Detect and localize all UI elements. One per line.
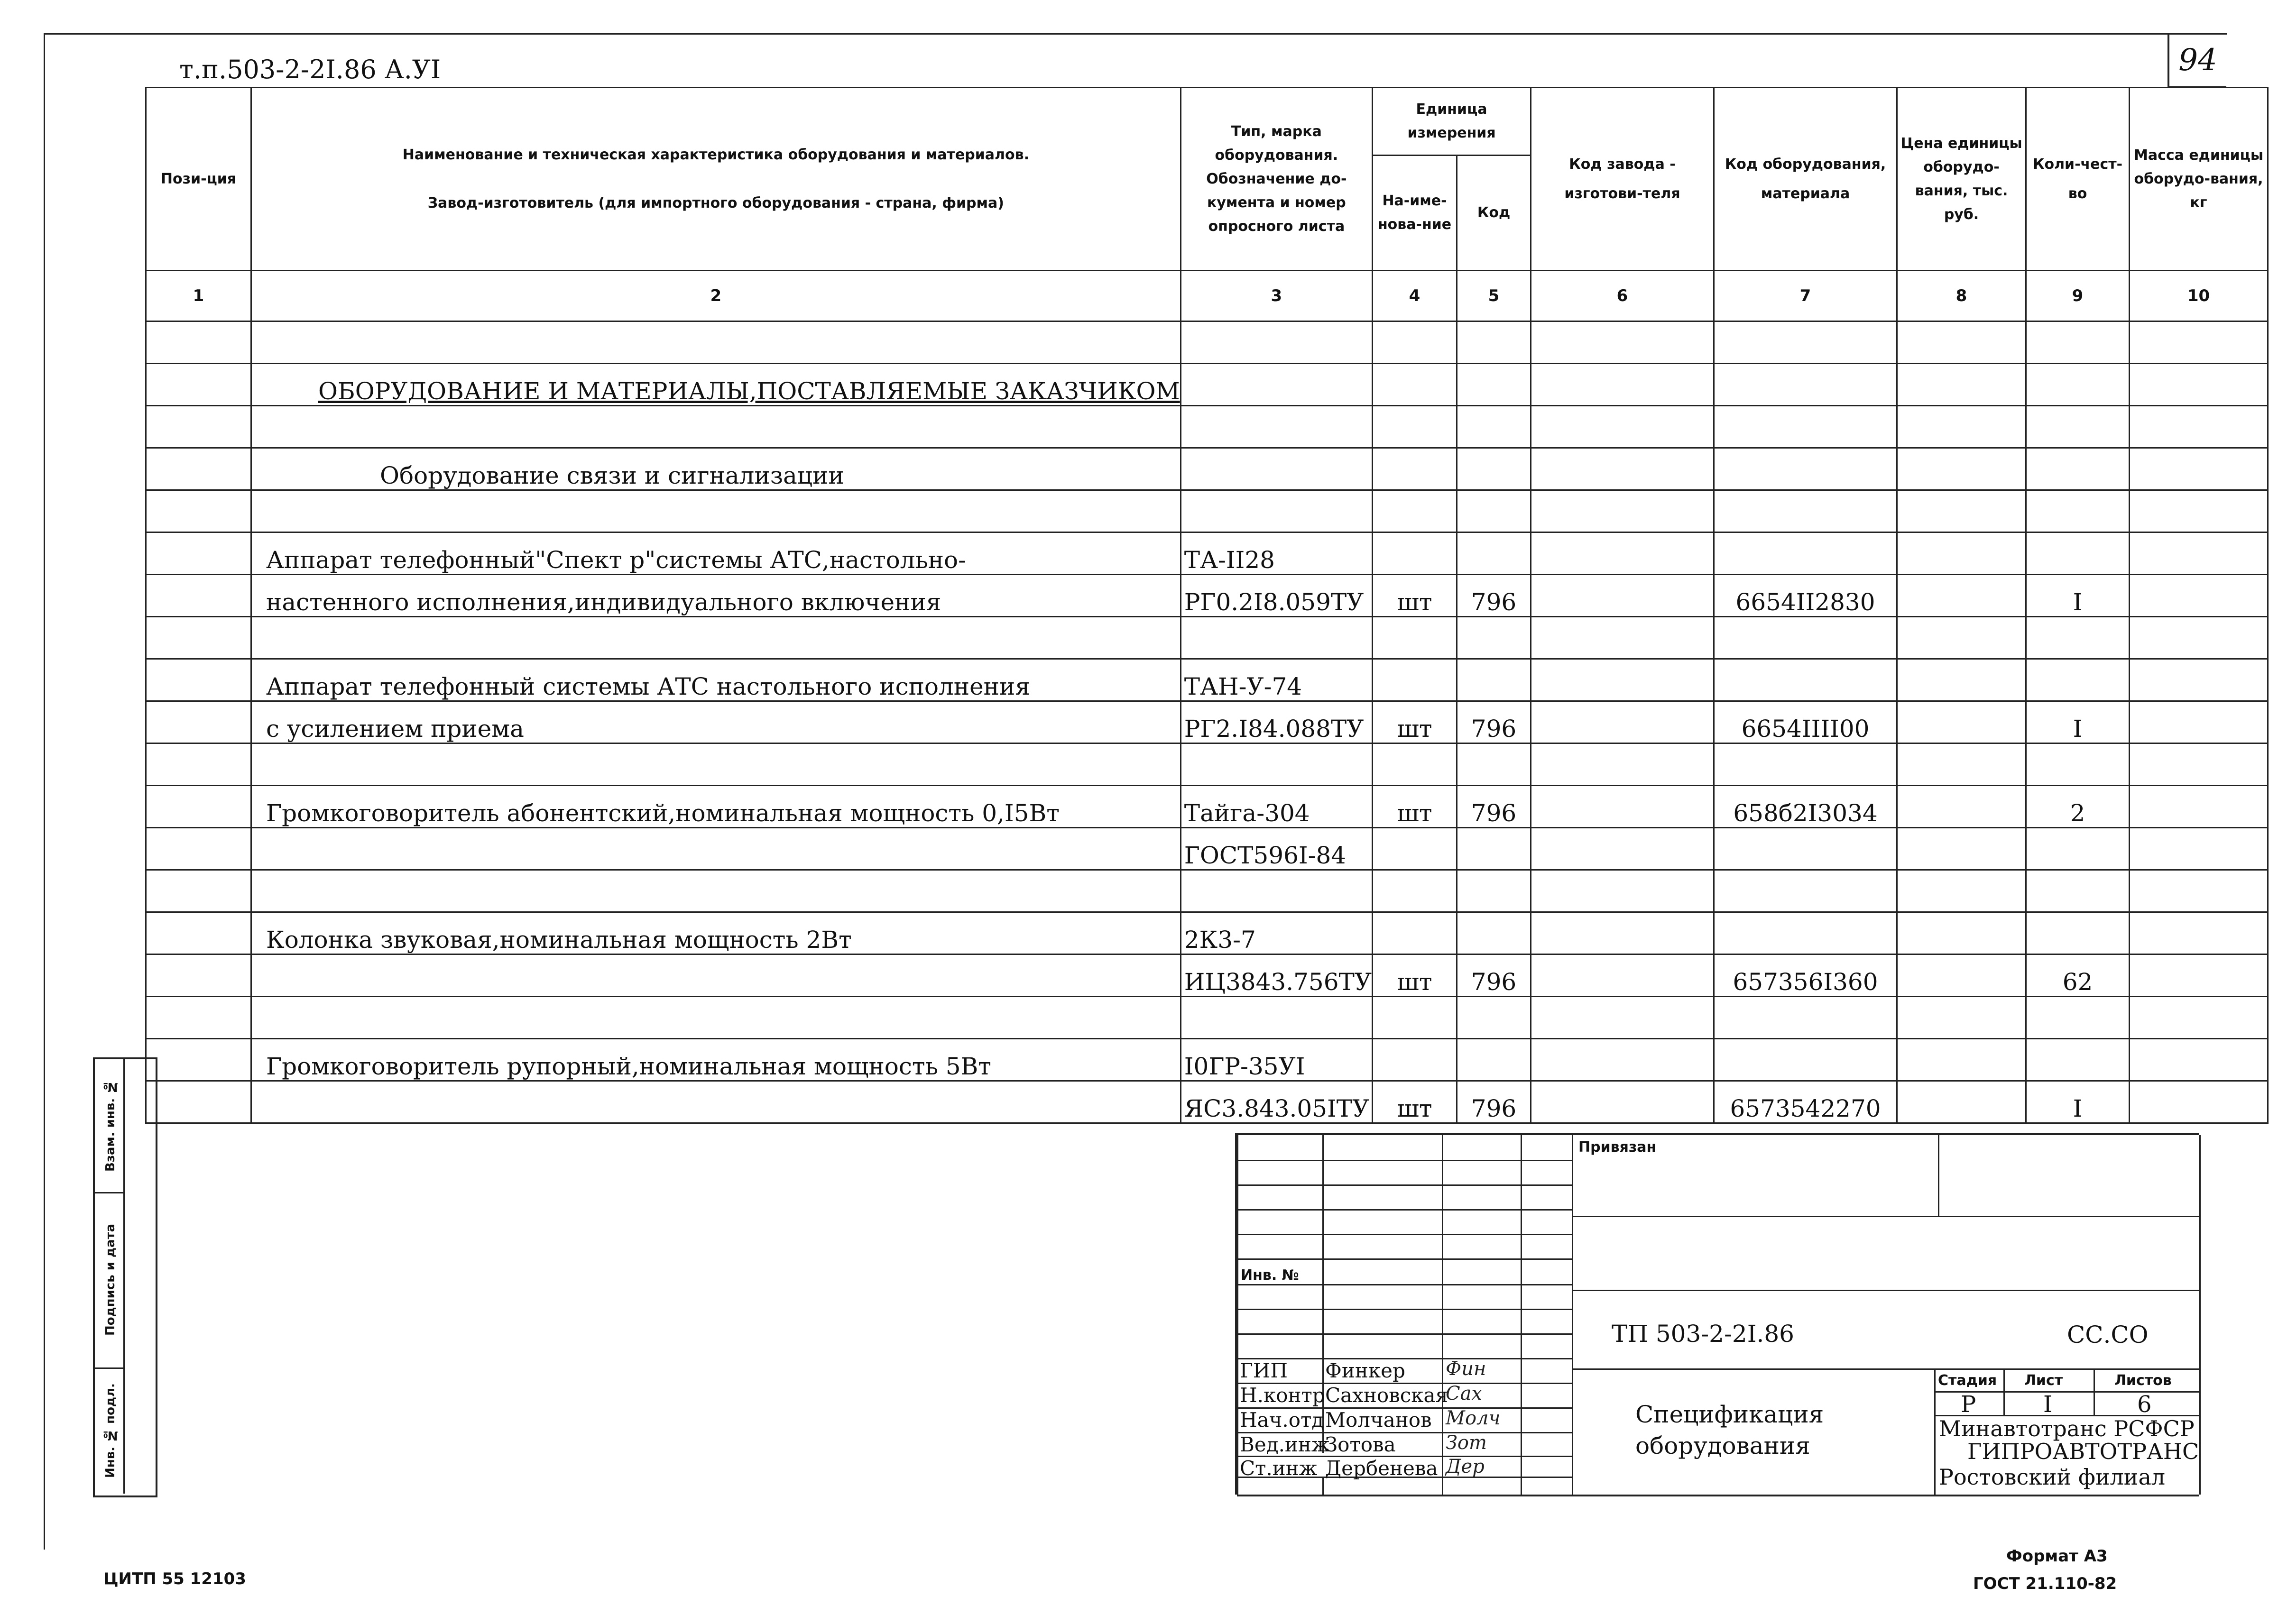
cell-qty: I — [2026, 701, 2130, 743]
cell-type — [1181, 406, 1372, 448]
cell-price — [1897, 743, 2026, 786]
cell-name — [251, 321, 1181, 364]
cell-pos — [146, 406, 251, 448]
cell-name: настенного исполнения,индивидуального включения — [251, 575, 1181, 617]
header-mass: Масса единицы оборудо-вания, кг — [2130, 88, 2268, 271]
cell-type: ИЦ3843.756ТУ — [1181, 954, 1372, 997]
cell-unit — [1373, 406, 1457, 448]
table-row — [146, 912, 2268, 954]
cell-factory — [1531, 532, 1714, 575]
cell-type — [1181, 364, 1372, 406]
cell-factory — [1531, 321, 1714, 364]
table-row — [146, 364, 2268, 406]
table-body — [146, 321, 2268, 1123]
header-name-line1: Наименование и техническая характеристика оборудования и материалов. — [402, 146, 1029, 163]
cell-price — [1897, 828, 2026, 870]
cell-price — [1897, 532, 2026, 575]
cell-qty: 2 — [2026, 786, 2130, 828]
table-row — [146, 701, 2268, 743]
cell-unit — [1373, 912, 1457, 954]
cell-name — [251, 743, 1181, 786]
column-number: 4 — [1373, 271, 1457, 321]
cell-qty — [2026, 659, 2130, 701]
tb-bound-label: Привязан — [1578, 1139, 1657, 1156]
column-number: 9 — [2026, 271, 2130, 321]
table-row — [146, 1081, 2268, 1123]
staff-signature: Дер — [1446, 1456, 1485, 1477]
tb-doc-mark: СС.СО — [2067, 1321, 2149, 1349]
cell-code: 796 — [1457, 701, 1531, 743]
cell-pos — [146, 364, 251, 406]
stamp-orig-inv: Инв. № подл. — [103, 1383, 118, 1478]
header-equip-code: Код оборудования, материала — [1714, 88, 1897, 271]
cell-mass — [2130, 575, 2268, 617]
stamp-sign-date: Подпись и дата — [103, 1223, 118, 1336]
cell-type: Тайга-304 — [1181, 786, 1372, 828]
cell-type: РГ2.I84.088ТУ — [1181, 701, 1372, 743]
cell-factory — [1531, 828, 1714, 870]
cell-pos — [146, 954, 251, 997]
table-row — [146, 490, 2268, 532]
tb-org-line1: Минавтотранс РСФСР — [1939, 1416, 2195, 1441]
tb-org-line3: Ростовский филиал — [1939, 1464, 2166, 1490]
cell-pos — [146, 997, 251, 1039]
staff-name: Сахновская — [1325, 1384, 1448, 1407]
cell-factory — [1531, 701, 1714, 743]
cell-price — [1897, 490, 2026, 532]
left-stamp — [93, 1057, 157, 1497]
cell-mass — [2130, 701, 2268, 743]
cell-name: Аппарат телефонный"Спект р"системы АТС,настольно- — [251, 532, 1181, 575]
cell-code — [1457, 321, 1531, 364]
cell-factory — [1531, 490, 1714, 532]
cell-price — [1897, 448, 2026, 490]
cell-name: с усилением приема — [251, 701, 1181, 743]
cell-qty — [2026, 828, 2130, 870]
cell-pos — [146, 701, 251, 743]
staff-name: Зотова — [1325, 1433, 1396, 1456]
cell-factory — [1531, 997, 1714, 1039]
cell-price — [1897, 1081, 2026, 1123]
cell-qty: 62 — [2026, 954, 2130, 997]
cell-equip-code — [1714, 828, 1897, 870]
cell-type — [1181, 870, 1372, 912]
cell-type: ГОСТ596I-84 — [1181, 828, 1372, 870]
staff-signature: Молч — [1446, 1407, 1501, 1429]
column-number: 3 — [1181, 271, 1372, 321]
footer-gost: ГОСТ 21.110-82 — [1973, 1574, 2117, 1593]
cell-code — [1457, 743, 1531, 786]
tb-org-line2: ГИПРОАВТОТРАНС — [1967, 1439, 2199, 1464]
cell-price — [1897, 1039, 2026, 1081]
cell-unit — [1373, 617, 1457, 659]
table-row — [146, 1039, 2268, 1081]
cell-mass — [2130, 870, 2268, 912]
cell-mass — [2130, 1081, 2268, 1123]
column-number: 1 — [146, 271, 251, 321]
cell-factory — [1531, 364, 1714, 406]
cell-price — [1897, 912, 2026, 954]
table-row — [146, 575, 2268, 617]
cell-pos — [146, 828, 251, 870]
cell-unit — [1373, 659, 1457, 701]
cell-factory — [1531, 406, 1714, 448]
tb-sheets-label: Листов — [2114, 1372, 2172, 1389]
cell-name — [251, 828, 1181, 870]
cell-name — [251, 490, 1181, 532]
footer-format: Формат А3 — [2006, 1547, 2108, 1566]
cell-price — [1897, 617, 2026, 659]
tb-stage-label: Стадия — [1938, 1372, 1997, 1389]
cell-equip-code — [1714, 321, 1897, 364]
table-row — [146, 954, 2268, 997]
cell-mass — [2130, 659, 2268, 701]
staff-name: Финкер — [1325, 1359, 1405, 1382]
cell-mass — [2130, 448, 2268, 490]
cell-unit — [1373, 532, 1457, 575]
tb-stage: Р — [1961, 1391, 1976, 1418]
cell-name: ОБОРУДОВАНИЕ И МАТЕРИАЛЫ,ПОСТАВЛЯЕМЫЕ ЗАКАЗЧИКОМ — [251, 364, 1181, 406]
cell-code — [1457, 997, 1531, 1039]
cell-mass — [2130, 364, 2268, 406]
cell-equip-code — [1714, 364, 1897, 406]
cell-mass — [2130, 406, 2268, 448]
cell-name — [251, 1081, 1181, 1123]
cell-equip-code — [1714, 490, 1897, 532]
table-row — [146, 743, 2268, 786]
table-row — [146, 448, 2268, 490]
cell-unit — [1373, 997, 1457, 1039]
cell-factory — [1531, 1081, 1714, 1123]
document-reference: т.п.503-2-2I.86 А.УI — [179, 55, 441, 84]
cell-unit — [1373, 870, 1457, 912]
cell-code: 796 — [1457, 575, 1531, 617]
column-number: 7 — [1714, 271, 1897, 321]
cell-name: Аппарат телефонный системы АТС настольного исполнения — [251, 659, 1181, 701]
cell-pos — [146, 575, 251, 617]
stamp-swap-inv: Взам. инв. № — [103, 1079, 118, 1172]
cell-unit — [1373, 364, 1457, 406]
cell-equip-code — [1714, 997, 1897, 1039]
cell-equip-code — [1714, 448, 1897, 490]
cell-code: 796 — [1457, 1081, 1531, 1123]
cell-qty: I — [2026, 1081, 2130, 1123]
cell-pos — [146, 912, 251, 954]
table-row — [146, 532, 2268, 575]
cell-name — [251, 870, 1181, 912]
cell-name — [251, 997, 1181, 1039]
cell-type: РГ0.2I8.059ТУ — [1181, 575, 1372, 617]
cell-price — [1897, 786, 2026, 828]
cell-code — [1457, 532, 1531, 575]
footer-code: ЦИТП 55 12103 — [103, 1569, 246, 1588]
cell-unit — [1373, 828, 1457, 870]
cell-type: 2К3-7 — [1181, 912, 1372, 954]
table-row — [146, 617, 2268, 659]
cell-code — [1457, 1039, 1531, 1081]
staff-role: ГИП — [1240, 1359, 1288, 1382]
cell-price — [1897, 364, 2026, 406]
table-row — [146, 659, 2268, 701]
cell-equip-code: 657356I360 — [1714, 954, 1897, 997]
cell-code — [1457, 828, 1531, 870]
cell-qty — [2026, 997, 2130, 1039]
staff-role: Нач.отд — [1240, 1408, 1324, 1431]
cell-type — [1181, 490, 1372, 532]
cell-factory — [1531, 617, 1714, 659]
cell-type — [1181, 617, 1372, 659]
cell-pos — [146, 1081, 251, 1123]
header-unit: Единица измерения — [1373, 88, 1531, 156]
cell-code — [1457, 448, 1531, 490]
tb-title-line2: оборудования — [1635, 1432, 1810, 1459]
cell-qty — [2026, 870, 2130, 912]
header-name-line2: Завод-изготовитель (для импортного оборудования - страна, фирма) — [427, 194, 1004, 211]
cell-price — [1897, 954, 2026, 997]
cell-pos — [146, 617, 251, 659]
cell-mass — [2130, 954, 2268, 997]
cell-code: 796 — [1457, 786, 1531, 828]
cell-price — [1897, 659, 2026, 701]
cell-name — [251, 954, 1181, 997]
tb-sheets: 6 — [2137, 1391, 2152, 1418]
header-pos: Пози-ция — [146, 88, 251, 271]
cell-qty — [2026, 532, 2130, 575]
cell-type: ТАН-У-74 — [1181, 659, 1372, 701]
cell-type — [1181, 321, 1372, 364]
column-number: 5 — [1457, 271, 1531, 321]
header-price: Цена единицы оборудо-вания, тыс. руб. — [1897, 88, 2026, 271]
cell-name: Громкоговоритель абонентский,номинальная мощность 0,I5Вт — [251, 786, 1181, 828]
cell-qty — [2026, 1039, 2130, 1081]
cell-name — [251, 406, 1181, 448]
tb-sheet-label: Лист — [2024, 1372, 2063, 1389]
cell-mass — [2130, 532, 2268, 575]
tb-sheet: I — [2043, 1391, 2052, 1418]
cell-pos — [146, 1039, 251, 1081]
cell-code — [1457, 870, 1531, 912]
cell-pos — [146, 743, 251, 786]
column-number-row — [146, 271, 2268, 321]
cell-factory — [1531, 1039, 1714, 1081]
cell-unit: шт — [1373, 1081, 1457, 1123]
cell-name — [251, 617, 1181, 659]
cell-type — [1181, 743, 1372, 786]
cell-unit: шт — [1373, 575, 1457, 617]
cell-mass — [2130, 912, 2268, 954]
cell-equip-code — [1714, 1039, 1897, 1081]
cell-factory — [1531, 659, 1714, 701]
cell-mass — [2130, 828, 2268, 870]
cell-factory — [1531, 954, 1714, 997]
cell-code: 796 — [1457, 954, 1531, 997]
cell-equip-code — [1714, 870, 1897, 912]
cell-qty: I — [2026, 575, 2130, 617]
cell-equip-code — [1714, 406, 1897, 448]
cell-qty — [2026, 617, 2130, 659]
staff-name: Молчанов — [1325, 1408, 1432, 1431]
column-number: 8 — [1897, 271, 2026, 321]
cell-equip-code — [1714, 659, 1897, 701]
staff-signature: Фин — [1446, 1358, 1486, 1380]
cell-qty — [2026, 364, 2130, 406]
header-unit-code: Код — [1457, 156, 1531, 271]
cell-equip-code — [1714, 532, 1897, 575]
cell-mass — [2130, 743, 2268, 786]
cell-unit — [1373, 1039, 1457, 1081]
header-factory: Код завода - изготови-теля — [1531, 88, 1714, 271]
cell-name: Громкоговоритель рупорный,номинальная мощность 5Вт — [251, 1039, 1181, 1081]
cell-mass — [2130, 1039, 2268, 1081]
cell-factory — [1531, 912, 1714, 954]
cell-qty — [2026, 448, 2130, 490]
cell-factory — [1531, 448, 1714, 490]
cell-equip-code: 658б2I3034 — [1714, 786, 1897, 828]
table-row — [146, 786, 2268, 828]
cell-unit: шт — [1373, 786, 1457, 828]
cell-unit: шт — [1373, 701, 1457, 743]
cell-name: Оборудование связи и сигнализации — [251, 448, 1181, 490]
cell-pos — [146, 870, 251, 912]
cell-unit — [1373, 448, 1457, 490]
cell-type: I0ГР-35УI — [1181, 1039, 1372, 1081]
cell-unit: шт — [1373, 954, 1457, 997]
cell-type: ЯС3.843.05IТУ — [1181, 1081, 1372, 1123]
cell-factory — [1531, 870, 1714, 912]
header-unit-name: На-име-нова-ние — [1373, 156, 1457, 271]
cell-price — [1897, 870, 2026, 912]
header-row — [146, 88, 2268, 156]
cell-pos — [146, 321, 251, 364]
staff-role: Вед.инж — [1240, 1433, 1330, 1456]
cell-unit — [1373, 321, 1457, 364]
cell-price — [1897, 997, 2026, 1039]
table-row — [146, 997, 2268, 1039]
staff-role: Н.контр — [1240, 1384, 1325, 1407]
cell-price — [1897, 701, 2026, 743]
specification-table — [145, 87, 2269, 1124]
cell-code — [1457, 912, 1531, 954]
title-block — [1235, 1133, 2199, 1495]
cell-qty — [2026, 912, 2130, 954]
table-row — [146, 406, 2268, 448]
cell-equip-code — [1714, 617, 1897, 659]
header-name — [251, 88, 1181, 271]
cell-code — [1457, 364, 1531, 406]
cell-pos — [146, 659, 251, 701]
column-number: 10 — [2130, 271, 2268, 321]
cell-mass — [2130, 490, 2268, 532]
staff-role: Ст.инж — [1240, 1457, 1318, 1480]
cell-type — [1181, 997, 1372, 1039]
tb-doc-code: ТП 503-2-2I.86 — [1612, 1320, 1794, 1348]
staff-signature: Сах — [1446, 1383, 1483, 1404]
cell-mass — [2130, 997, 2268, 1039]
table-row — [146, 870, 2268, 912]
cell-unit — [1373, 490, 1457, 532]
cell-equip-code — [1714, 743, 1897, 786]
sheet-number: 94 — [2168, 34, 2226, 88]
tb-inv-label: Инв. № — [1241, 1267, 1299, 1284]
cell-factory — [1531, 786, 1714, 828]
column-number: 2 — [251, 271, 1181, 321]
cell-code — [1457, 659, 1531, 701]
tb-title-line1: Спецификация — [1635, 1401, 1824, 1428]
cell-factory — [1531, 575, 1714, 617]
cell-type: ТА-II28 — [1181, 532, 1372, 575]
staff-signature: Зот — [1446, 1432, 1487, 1454]
cell-price — [1897, 575, 2026, 617]
cell-equip-code: 6654II2830 — [1714, 575, 1897, 617]
cell-equip-code: 6573542270 — [1714, 1081, 1897, 1123]
cell-price — [1897, 321, 2026, 364]
cell-pos — [146, 490, 251, 532]
cell-pos — [146, 786, 251, 828]
cell-type — [1181, 448, 1372, 490]
cell-qty — [2026, 406, 2130, 448]
cell-code — [1457, 617, 1531, 659]
cell-qty — [2026, 490, 2130, 532]
cell-unit — [1373, 743, 1457, 786]
cell-qty — [2026, 743, 2130, 786]
table-row — [146, 828, 2268, 870]
cell-qty — [2026, 321, 2130, 364]
cell-equip-code: 6654IIII00 — [1714, 701, 1897, 743]
cell-mass — [2130, 617, 2268, 659]
cell-mass — [2130, 786, 2268, 828]
header-qty: Коли-чест-во — [2026, 88, 2130, 271]
table-row — [146, 321, 2268, 364]
cell-name: Колонка звуковая,номинальная мощность 2Вт — [251, 912, 1181, 954]
cell-pos — [146, 532, 251, 575]
cell-code — [1457, 490, 1531, 532]
column-number: 6 — [1531, 271, 1714, 321]
cell-code — [1457, 406, 1531, 448]
cell-price — [1897, 406, 2026, 448]
header-type: Тип, марка оборудования. Обозначение до-кумента и номер опросного листа — [1181, 88, 1372, 271]
cell-mass — [2130, 321, 2268, 364]
staff-name: Дербенева — [1325, 1457, 1438, 1480]
cell-pos — [146, 448, 251, 490]
cell-factory — [1531, 743, 1714, 786]
cell-equip-code — [1714, 912, 1897, 954]
